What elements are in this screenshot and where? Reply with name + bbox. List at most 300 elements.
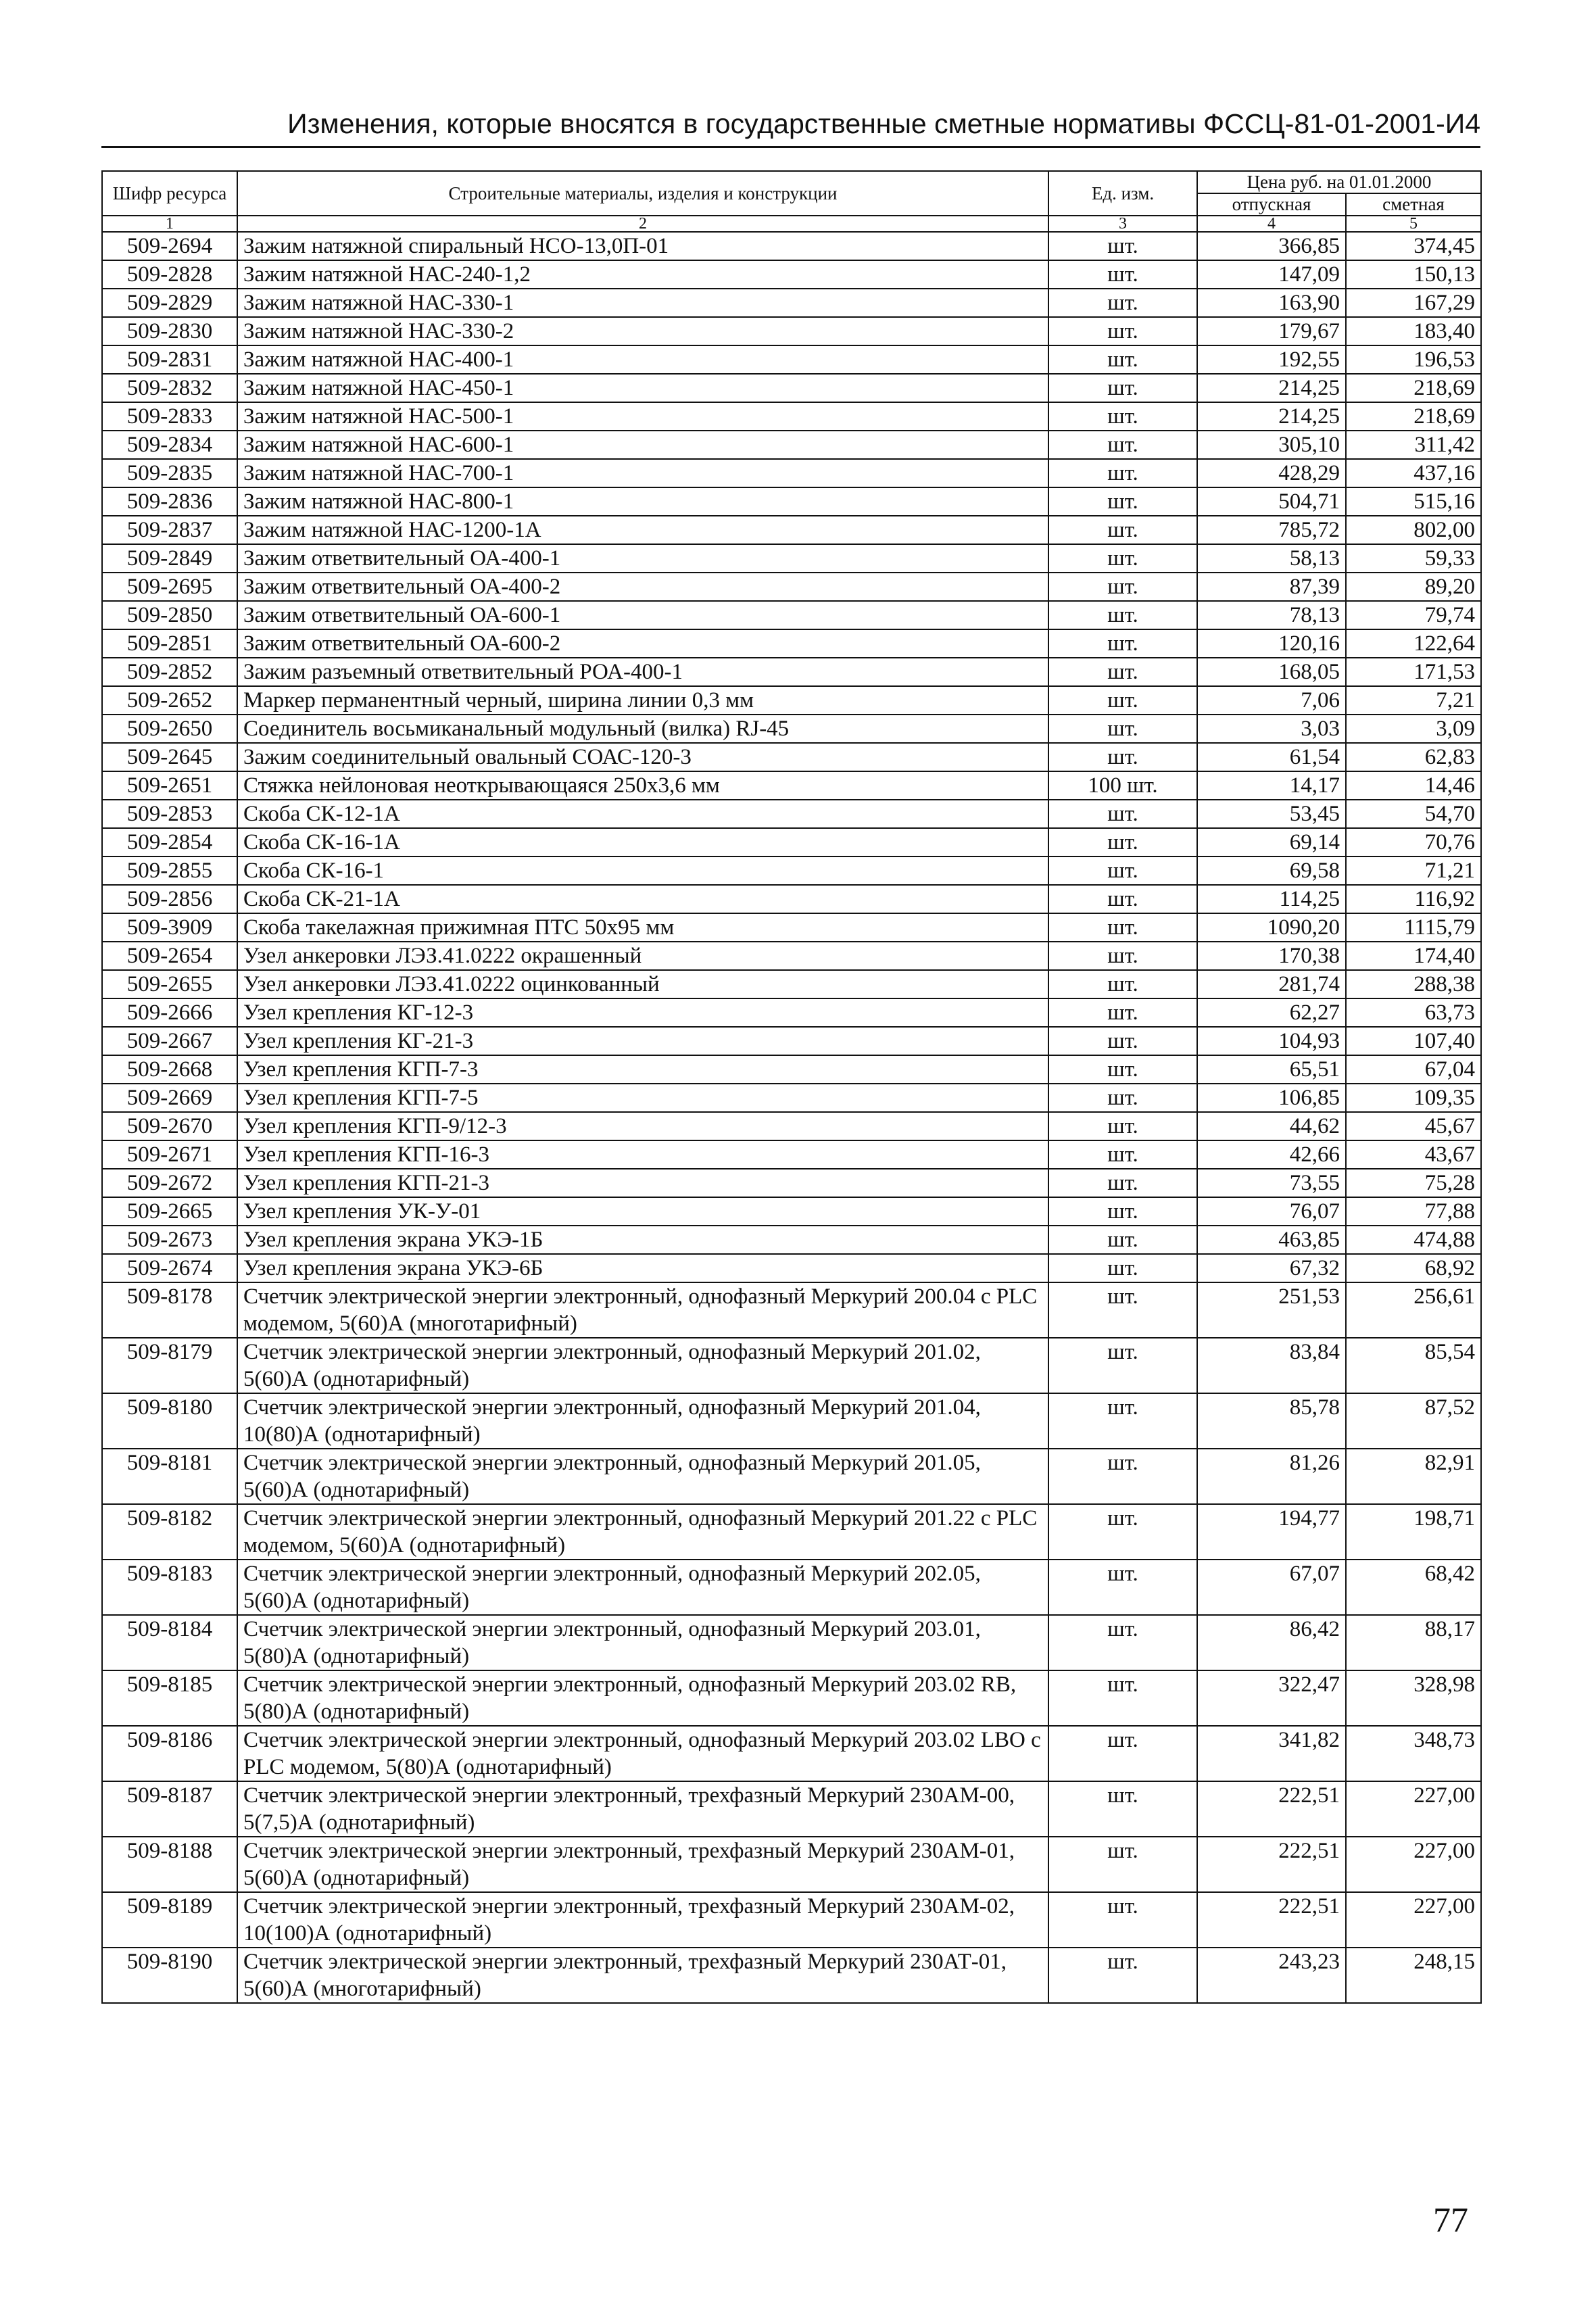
estimate-price-cell: 71,21 <box>1346 857 1481 885</box>
table-row <box>102 1027 1481 1055</box>
release-price-cell: 106,85 <box>1197 1084 1346 1112</box>
estimate-price-cell: 227,00 <box>1346 1781 1481 1837</box>
resource-code-cell: 509-8189 <box>102 1892 237 1948</box>
material-name-cell: Счетчик электрической энергии электронный, однофазный Меркурий 202.05, 5(60)А (однотарифный) <box>237 1560 1048 1615</box>
material-name-cell: Скоба СК-16-1 <box>237 857 1048 885</box>
release-price-cell: 251,53 <box>1197 1282 1346 1338</box>
resource-code-cell: 509-2853 <box>102 800 237 828</box>
resource-code-cell: 509-2829 <box>102 289 237 317</box>
unit-cell: шт. <box>1048 913 1197 942</box>
release-price-cell: 179,67 <box>1197 317 1346 345</box>
estimate-price-cell: 89,20 <box>1346 573 1481 601</box>
table-row <box>102 431 1481 459</box>
material-name-cell: Зажим натяжной НАС-330-2 <box>237 317 1048 345</box>
resource-code-cell: 509-2666 <box>102 998 237 1027</box>
resource-code-cell: 509-2670 <box>102 1112 237 1140</box>
unit-cell: шт. <box>1048 317 1197 345</box>
material-name-cell: Счетчик электрической энергии электронный, трехфазный Меркурий 230АМ-00, 5(7,5)А (однотарифный) <box>237 1781 1048 1837</box>
table-row <box>102 601 1481 629</box>
estimate-price-cell: 7,21 <box>1346 686 1481 715</box>
release-price-cell: 65,51 <box>1197 1055 1346 1084</box>
release-price-cell: 305,10 <box>1197 431 1346 459</box>
material-name-cell: Узел крепления КГ-12-3 <box>237 998 1048 1027</box>
material-name-cell: Зажим натяжной НАС-330-1 <box>237 289 1048 317</box>
estimate-price-cell: 70,76 <box>1346 828 1481 857</box>
resource-code-cell: 509-2834 <box>102 431 237 459</box>
release-price-cell: 785,72 <box>1197 516 1346 544</box>
resource-code-cell: 509-2831 <box>102 345 237 374</box>
material-name-cell: Счетчик электрической энергии электронный, однофазный Меркурий 203.02 LBO с PLC модемом, 5(80)А (однотарифный) <box>237 1726 1048 1781</box>
table-row <box>102 1560 1481 1615</box>
release-price-cell: 341,82 <box>1197 1726 1346 1781</box>
header-estimate-price: сметная <box>1346 193 1481 216</box>
resource-code-cell: 509-2835 <box>102 459 237 487</box>
unit-cell: шт. <box>1048 1393 1197 1449</box>
material-name-cell: Счетчик электрической энергии электронный, однофазный Меркурий 201.05, 5(60)А (однотарифный) <box>237 1449 1048 1504</box>
material-name-cell: Зажим ответвительный ОА-600-2 <box>237 629 1048 658</box>
release-price-cell: 69,58 <box>1197 857 1346 885</box>
resource-code-cell: 509-2850 <box>102 601 237 629</box>
header-release-price: отпускная <box>1197 193 1346 216</box>
unit-cell: шт. <box>1048 1254 1197 1282</box>
resource-code-cell: 509-2832 <box>102 374 237 402</box>
material-name-cell: Зажим натяжной НАС-400-1 <box>237 345 1048 374</box>
table-row <box>102 1140 1481 1169</box>
release-price-cell: 120,16 <box>1197 629 1346 658</box>
header-unit: Ед. изм. <box>1048 171 1197 216</box>
unit-cell: шт. <box>1048 658 1197 686</box>
unit-cell: шт. <box>1048 970 1197 998</box>
material-name-cell: Зажим ответвительный ОА-400-2 <box>237 573 1048 601</box>
resource-code-cell: 509-2671 <box>102 1140 237 1169</box>
table-row <box>102 459 1481 487</box>
table-row <box>102 232 1481 260</box>
material-name-cell: Счетчик электрической энергии электронный, однофазный Меркурий 201.02, 5(60)А (однотарифный) <box>237 1338 1048 1393</box>
unit-cell: 100 шт. <box>1048 771 1197 800</box>
estimate-price-cell: 14,46 <box>1346 771 1481 800</box>
resource-code-cell: 509-2830 <box>102 317 237 345</box>
table-row <box>102 317 1481 345</box>
unit-cell: шт. <box>1048 487 1197 516</box>
estimate-price-cell: 374,45 <box>1346 232 1481 260</box>
material-name-cell: Счетчик электрической энергии электронный, трехфазный Меркурий 230АМ-01, 5(60)А (однотарифный) <box>237 1837 1048 1892</box>
resource-code-cell: 509-2674 <box>102 1254 237 1282</box>
estimate-price-cell: 109,35 <box>1346 1084 1481 1112</box>
release-price-cell: 170,38 <box>1197 942 1346 970</box>
material-name-cell: Счетчик электрической энергии электронный, однофазный Меркурий 203.01, 5(80)А (однотарифный) <box>237 1615 1048 1670</box>
resource-code-cell: 509-2849 <box>102 544 237 573</box>
unit-cell: шт. <box>1048 998 1197 1027</box>
estimate-price-cell: 122,64 <box>1346 629 1481 658</box>
table-row <box>102 1948 1481 2003</box>
resource-code-cell: 509-2673 <box>102 1226 237 1254</box>
release-price-cell: 243,23 <box>1197 1948 1346 2003</box>
material-name-cell: Узел крепления КГП-7-5 <box>237 1084 1048 1112</box>
material-name-cell: Счетчик электрической энергии электронный, трехфазный Меркурий 230АМ-02, 10(100)А (однотарифный) <box>237 1892 1048 1948</box>
resource-code-cell: 509-8190 <box>102 1948 237 2003</box>
material-name-cell: Счетчик электрической энергии электронный, однофазный Меркурий 201.22 с PLC модемом, 5(60)А (однотарифный) <box>237 1504 1048 1560</box>
unit-cell: шт. <box>1048 345 1197 374</box>
material-name-cell: Скоба такелажная прижимная ПТС 50х95 мм <box>237 913 1048 942</box>
release-price-cell: 44,62 <box>1197 1112 1346 1140</box>
table-row <box>102 544 1481 573</box>
release-price-cell: 53,45 <box>1197 800 1346 828</box>
material-name-cell: Зажим ответвительный ОА-400-1 <box>237 544 1048 573</box>
estimate-price-cell: 67,04 <box>1346 1055 1481 1084</box>
material-name-cell: Зажим натяжной НАС-600-1 <box>237 431 1048 459</box>
release-price-cell: 76,07 <box>1197 1197 1346 1226</box>
material-name-cell: Стяжка нейлоновая неоткрывающаяся 250х3,6 мм <box>237 771 1048 800</box>
resource-code-cell: 509-2655 <box>102 970 237 998</box>
resource-code-cell: 509-2665 <box>102 1197 237 1226</box>
material-name-cell: Соединитель восьмиканальный модульный (вилка) RJ-45 <box>237 715 1048 743</box>
table-row <box>102 686 1481 715</box>
release-price-cell: 222,51 <box>1197 1892 1346 1948</box>
release-price-cell: 61,54 <box>1197 743 1346 771</box>
table-row <box>102 913 1481 942</box>
material-name-cell: Узел крепления КГП-21-3 <box>237 1169 1048 1197</box>
table-header <box>102 171 1481 232</box>
header-code: Шифр ресурса <box>102 171 237 216</box>
resource-code-cell: 509-2836 <box>102 487 237 516</box>
estimate-price-cell: 196,53 <box>1346 345 1481 374</box>
estimate-price-cell: 167,29 <box>1346 289 1481 317</box>
release-price-cell: 504,71 <box>1197 487 1346 516</box>
resource-code-cell: 509-2652 <box>102 686 237 715</box>
resource-code-cell: 509-2855 <box>102 857 237 885</box>
release-price-cell: 81,26 <box>1197 1449 1346 1504</box>
unit-cell: шт. <box>1048 1726 1197 1781</box>
resource-code-cell: 509-8187 <box>102 1781 237 1837</box>
table-row <box>102 885 1481 913</box>
unit-cell: шт. <box>1048 1282 1197 1338</box>
release-price-cell: 192,55 <box>1197 345 1346 374</box>
estimate-price-cell: 75,28 <box>1346 1169 1481 1197</box>
unit-cell: шт. <box>1048 828 1197 857</box>
table-row <box>102 1837 1481 1892</box>
resource-code-cell: 509-2695 <box>102 573 237 601</box>
unit-cell: шт. <box>1048 743 1197 771</box>
estimate-price-cell: 3,09 <box>1346 715 1481 743</box>
table-row <box>102 345 1481 374</box>
release-price-cell: 163,90 <box>1197 289 1346 317</box>
release-price-cell: 214,25 <box>1197 374 1346 402</box>
unit-cell: шт. <box>1048 431 1197 459</box>
unit-cell: шт. <box>1048 601 1197 629</box>
material-name-cell: Зажим натяжной НАС-800-1 <box>237 487 1048 516</box>
material-name-cell: Маркер перманентный черный, ширина линии 0,3 мм <box>237 686 1048 715</box>
column-number: 3 <box>1048 216 1197 232</box>
estimate-price-cell: 68,92 <box>1346 1254 1481 1282</box>
estimate-price-cell: 82,91 <box>1346 1449 1481 1504</box>
unit-cell: шт. <box>1048 629 1197 658</box>
release-price-cell: 67,07 <box>1197 1560 1346 1615</box>
unit-cell: шт. <box>1048 1338 1197 1393</box>
release-price-cell: 87,39 <box>1197 573 1346 601</box>
estimate-price-cell: 218,69 <box>1346 402 1481 431</box>
table-row <box>102 942 1481 970</box>
unit-cell: шт. <box>1048 232 1197 260</box>
table-row <box>102 800 1481 828</box>
estimate-price-cell: 311,42 <box>1346 431 1481 459</box>
estimate-price-cell: 248,15 <box>1346 1948 1481 2003</box>
release-price-cell: 67,32 <box>1197 1254 1346 1282</box>
resource-code-cell: 509-2833 <box>102 402 237 431</box>
table-row <box>102 828 1481 857</box>
unit-cell: шт. <box>1048 459 1197 487</box>
release-price-cell: 58,13 <box>1197 544 1346 573</box>
release-price-cell: 281,74 <box>1197 970 1346 998</box>
estimate-price-cell: 59,33 <box>1346 544 1481 573</box>
table-row <box>102 743 1481 771</box>
table-row <box>102 260 1481 289</box>
unit-cell: шт. <box>1048 885 1197 913</box>
estimate-price-cell: 77,88 <box>1346 1197 1481 1226</box>
material-name-cell: Зажим соединительный овальный СОАС-120-3 <box>237 743 1048 771</box>
resource-code-cell: 509-8188 <box>102 1837 237 1892</box>
release-price-cell: 14,17 <box>1197 771 1346 800</box>
material-name-cell: Зажим натяжной НАС-700-1 <box>237 459 1048 487</box>
unit-cell: шт. <box>1048 289 1197 317</box>
release-price-cell: 69,14 <box>1197 828 1346 857</box>
table-row <box>102 1197 1481 1226</box>
unit-cell: шт. <box>1048 1892 1197 1948</box>
unit-cell: шт. <box>1048 1504 1197 1560</box>
release-price-cell: 194,77 <box>1197 1504 1346 1560</box>
unit-cell: шт. <box>1048 544 1197 573</box>
unit-cell: шт. <box>1048 1140 1197 1169</box>
estimate-price-cell: 227,00 <box>1346 1892 1481 1948</box>
estimate-price-cell: 474,88 <box>1346 1226 1481 1254</box>
resource-code-cell: 509-8178 <box>102 1282 237 1338</box>
material-name-cell: Счетчик электрической энергии электронный, трехфазный Меркурий 230АТ-01, 5(60)А (многотарифный) <box>237 1948 1048 2003</box>
table-row <box>102 1338 1481 1393</box>
estimate-price-cell: 54,70 <box>1346 800 1481 828</box>
header-price: Цена руб. на 01.01.2000 <box>1197 171 1481 193</box>
estimate-price-cell: 227,00 <box>1346 1837 1481 1892</box>
material-name-cell: Счетчик электрической энергии электронный, однофазный Меркурий 203.02 RB, 5(80)А (однотарифный) <box>237 1670 1048 1726</box>
material-name-cell: Зажим разъемный ответвительный РОА-400-1 <box>237 658 1048 686</box>
resource-code-cell: 509-2667 <box>102 1027 237 1055</box>
resource-code-cell: 509-2828 <box>102 260 237 289</box>
resource-code-cell: 509-8180 <box>102 1393 237 1449</box>
release-price-cell: 222,51 <box>1197 1781 1346 1837</box>
resource-code-cell: 509-2645 <box>102 743 237 771</box>
resource-code-cell: 509-3909 <box>102 913 237 942</box>
release-price-cell: 83,84 <box>1197 1338 1346 1393</box>
table-row <box>102 1282 1481 1338</box>
estimate-price-cell: 1115,79 <box>1346 913 1481 942</box>
unit-cell: шт. <box>1048 516 1197 544</box>
table-body <box>102 232 1481 2003</box>
estimate-price-cell: 45,67 <box>1346 1112 1481 1140</box>
material-name-cell: Узел крепления КГ-21-3 <box>237 1027 1048 1055</box>
resource-code-cell: 509-2852 <box>102 658 237 686</box>
estimate-price-cell: 107,40 <box>1346 1027 1481 1055</box>
material-name-cell: Зажим натяжной НАС-1200-1А <box>237 516 1048 544</box>
estimate-price-cell: 87,52 <box>1346 1393 1481 1449</box>
unit-cell: шт. <box>1048 1948 1197 2003</box>
resource-code-cell: 509-2851 <box>102 629 237 658</box>
unit-cell: шт. <box>1048 1169 1197 1197</box>
material-name-cell: Скоба СК-21-1А <box>237 885 1048 913</box>
estimate-price-cell: 218,69 <box>1346 374 1481 402</box>
unit-cell: шт. <box>1048 1226 1197 1254</box>
table-row <box>102 516 1481 544</box>
page-number: 77 <box>1433 2201 1468 2240</box>
unit-cell: шт. <box>1048 1027 1197 1055</box>
unit-cell: шт. <box>1048 1084 1197 1112</box>
unit-cell: шт. <box>1048 1670 1197 1726</box>
unit-cell: шт. <box>1048 1615 1197 1670</box>
material-name-cell: Узел анкеровки ЛЭЗ.41.0222 окрашенный <box>237 942 1048 970</box>
table-row <box>102 970 1481 998</box>
material-name-cell: Узел крепления КГП-7-3 <box>237 1055 1048 1084</box>
resource-code-cell: 509-2651 <box>102 771 237 800</box>
page-header-title: Изменения, которые вносятся в государственные сметные нормативы ФССЦ-81-01-2001-И4 <box>287 108 1480 139</box>
resource-code-cell: 509-2650 <box>102 715 237 743</box>
release-price-cell: 1090,20 <box>1197 913 1346 942</box>
unit-cell: шт. <box>1048 1449 1197 1504</box>
estimate-price-cell: 79,74 <box>1346 601 1481 629</box>
table-row <box>102 1112 1481 1140</box>
material-name-cell: Зажим натяжной НАС-240-1,2 <box>237 260 1048 289</box>
release-price-cell: 222,51 <box>1197 1837 1346 1892</box>
material-name-cell: Счетчик электрической энергии электронный, однофазный Меркурий 200.04 с PLC модемом, 5(60)А (многотарифный) <box>237 1282 1048 1338</box>
unit-cell: шт. <box>1048 1781 1197 1837</box>
table-row <box>102 1226 1481 1254</box>
resource-code-cell: 509-8183 <box>102 1560 237 1615</box>
estimate-price-cell: 68,42 <box>1346 1560 1481 1615</box>
release-price-cell: 7,06 <box>1197 686 1346 715</box>
release-price-cell: 147,09 <box>1197 260 1346 289</box>
material-name-cell: Счетчик электрической энергии электронный, однофазный Меркурий 201.04, 10(80)А (однотарифный) <box>237 1393 1048 1449</box>
table-row <box>102 487 1481 516</box>
material-name-cell: Узел крепления экрана УКЭ-1Б <box>237 1226 1048 1254</box>
table-row <box>102 1670 1481 1726</box>
unit-cell: шт. <box>1048 573 1197 601</box>
unit-cell: шт. <box>1048 1197 1197 1226</box>
table-row <box>102 374 1481 402</box>
unit-cell: шт. <box>1048 686 1197 715</box>
estimate-price-cell: 63,73 <box>1346 998 1481 1027</box>
material-name-cell: Зажим натяжной НАС-500-1 <box>237 402 1048 431</box>
release-price-cell: 104,93 <box>1197 1027 1346 1055</box>
column-number: 5 <box>1346 216 1481 232</box>
column-number-row <box>102 216 1481 232</box>
column-number: 2 <box>237 216 1048 232</box>
unit-cell: шт. <box>1048 402 1197 431</box>
resource-code-cell: 509-8186 <box>102 1726 237 1781</box>
column-number: 1 <box>102 216 237 232</box>
estimate-price-cell: 328,98 <box>1346 1670 1481 1726</box>
table-row <box>102 573 1481 601</box>
unit-cell: шт. <box>1048 715 1197 743</box>
material-name-cell: Зажим натяжной НАС-450-1 <box>237 374 1048 402</box>
column-number: 4 <box>1197 216 1346 232</box>
estimate-price-cell: 437,16 <box>1346 459 1481 487</box>
resource-code-cell: 509-2694 <box>102 232 237 260</box>
release-price-cell: 62,27 <box>1197 998 1346 1027</box>
table-row <box>102 402 1481 431</box>
resource-code-cell: 509-8179 <box>102 1338 237 1393</box>
estimate-price-cell: 171,53 <box>1346 658 1481 686</box>
material-name-cell: Узел крепления КГП-16-3 <box>237 1140 1048 1169</box>
estimate-price-cell: 174,40 <box>1346 942 1481 970</box>
unit-cell: шт. <box>1048 942 1197 970</box>
resource-code-cell: 509-2856 <box>102 885 237 913</box>
release-price-cell: 3,03 <box>1197 715 1346 743</box>
release-price-cell: 86,42 <box>1197 1615 1346 1670</box>
table-row <box>102 1169 1481 1197</box>
release-price-cell: 366,85 <box>1197 232 1346 260</box>
table-row <box>102 629 1481 658</box>
release-price-cell: 114,25 <box>1197 885 1346 913</box>
estimate-price-cell: 288,38 <box>1346 970 1481 998</box>
material-name-cell: Узел крепления КГП-9/12-3 <box>237 1112 1048 1140</box>
unit-cell: шт. <box>1048 1055 1197 1084</box>
unit-cell: шт. <box>1048 1560 1197 1615</box>
estimate-price-cell: 116,92 <box>1346 885 1481 913</box>
material-name-cell: Узел крепления УК-У-01 <box>237 1197 1048 1226</box>
table-row <box>102 1449 1481 1504</box>
unit-cell: шт. <box>1048 1837 1197 1892</box>
header-rule <box>101 146 1480 148</box>
material-name-cell: Зажим натяжной спиральный НСО-13,0П-01 <box>237 232 1048 260</box>
table-row <box>102 289 1481 317</box>
table-row <box>102 1254 1481 1282</box>
estimate-price-cell: 348,73 <box>1346 1726 1481 1781</box>
estimate-price-cell: 802,00 <box>1346 516 1481 544</box>
release-price-cell: 78,13 <box>1197 601 1346 629</box>
table-row <box>102 1615 1481 1670</box>
unit-cell: шт. <box>1048 1112 1197 1140</box>
resource-code-cell: 509-2669 <box>102 1084 237 1112</box>
estimate-price-cell: 43,67 <box>1346 1140 1481 1169</box>
release-price-cell: 73,55 <box>1197 1169 1346 1197</box>
material-name-cell: Узел крепления экрана УКЭ-6Б <box>237 1254 1048 1282</box>
estimate-price-cell: 88,17 <box>1346 1615 1481 1670</box>
release-price-cell: 168,05 <box>1197 658 1346 686</box>
resource-code-cell: 509-8185 <box>102 1670 237 1726</box>
resource-code-cell: 509-2654 <box>102 942 237 970</box>
table-row <box>102 715 1481 743</box>
estimate-price-cell: 85,54 <box>1346 1338 1481 1393</box>
resource-code-cell: 509-2668 <box>102 1055 237 1084</box>
unit-cell: шт. <box>1048 800 1197 828</box>
unit-cell: шт. <box>1048 374 1197 402</box>
table-row <box>102 1055 1481 1084</box>
material-name-cell: Зажим ответвительный ОА-600-1 <box>237 601 1048 629</box>
estimate-price-cell: 62,83 <box>1346 743 1481 771</box>
table-row <box>102 998 1481 1027</box>
estimate-price-cell: 515,16 <box>1346 487 1481 516</box>
release-price-cell: 42,66 <box>1197 1140 1346 1169</box>
table-row <box>102 1504 1481 1560</box>
resource-code-cell: 509-8181 <box>102 1449 237 1504</box>
unit-cell: шт. <box>1048 260 1197 289</box>
resource-code-cell: 509-8184 <box>102 1615 237 1670</box>
material-name-cell: Скоба СК-16-1А <box>237 828 1048 857</box>
table-row <box>102 658 1481 686</box>
release-price-cell: 214,25 <box>1197 402 1346 431</box>
release-price-cell: 463,85 <box>1197 1226 1346 1254</box>
resource-code-cell: 509-2837 <box>102 516 237 544</box>
estimate-price-cell: 183,40 <box>1346 317 1481 345</box>
unit-cell: шт. <box>1048 857 1197 885</box>
table-row <box>102 1892 1481 1948</box>
price-table <box>101 170 1482 2004</box>
